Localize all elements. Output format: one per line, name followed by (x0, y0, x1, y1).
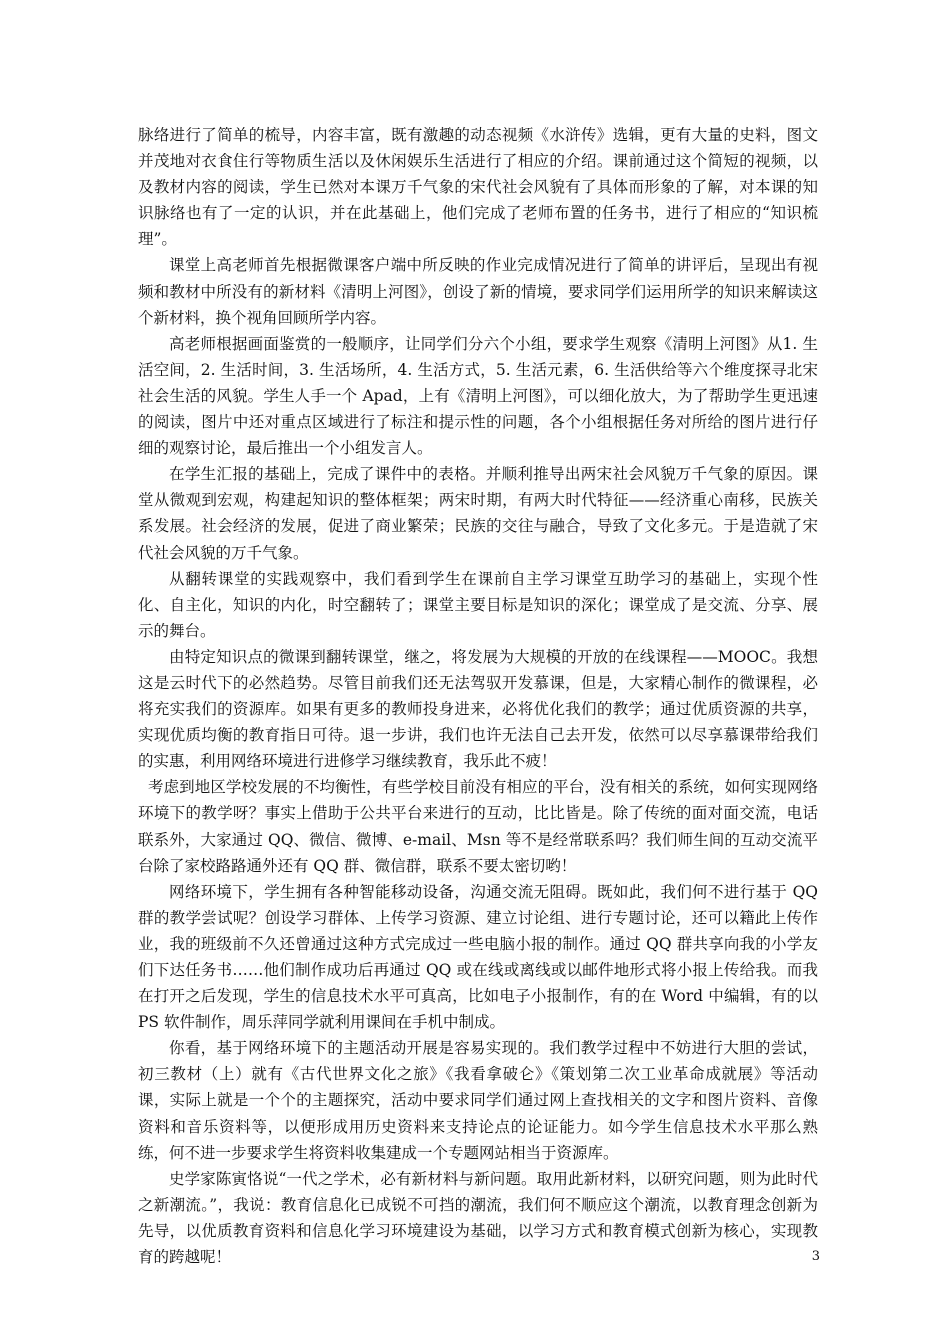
paragraph-1: 脉络进行了简单的梳导，内容丰富，既有激趣的动态视频《水浒传》选辑，更有大量的史料，图文并茂地对衣食住行等物质生活以及休闲娱乐生活进行了相应的介绍。课前通过这个简短的视频，以及教材内容的阅读，学生已然对本课万千气象的宋代社会风貌有了具体而形象的了解，对本课的知识脉络也有了一定的认识，并在此基础上，他们完成了老师布置的任务书，进行了相应的“知识梳理”。 (138, 126, 818, 249)
paragraph-8: 网络环境下，学生拥有各种智能移动设备，沟通交流无阻碍。既如此，我们何不进行基于 QQ 群的教学尝试呢？创设学习群体、上传学习资源、建立讨论组、进行专题讨论，还可以籍此上传作业，我的班级前不久还曾通过这种方式完成过一些电脑小报的制作。通过 QQ 群共享向我的小学友们下达任务书……他们制作成功后再通过 QQ 或在线或离线或以邮件地形式将小报上传给我。而我在打开之后发现，学生的信息技术水平可真高，比如电子小报制作，有的在 Word 中编辑，有的以 PS 软件制作，周乐萍同学就利用课间在手机中制成。 (138, 882, 818, 1032)
paragraph-2: 课堂上高老师首先根据微课客户端中所反映的作业完成情况进行了简单的讲评后，呈现出有视频和教材中所没有的新材料《清明上河图》，创设了新的情境，要求同学们运用所学的知识来解读这个新材料，换个视角回顾所学内容。 (138, 256, 818, 327)
body-text (138, 122, 818, 1270)
paragraph-6: 由特定知识点的微课到翻转课堂，继之，将发展为大规模的开放的在线课程——MOOC。我想这是云时代下的必然趋势。尽管目前我们还无法驾驭开发慕课，但是，大家精心制作的微课程，必将充实我们的资源库。如果有更多的教师投身进来，必将优化我们的教学；通过优质资源的共享，实现优质均衡的教育指日可待。退一步讲，我们也许无法自己去开发，依然可以尽享慕课带给我们的实惠，利用网络环境进行进修学习继续教育，我乐此不疲！ (138, 647, 818, 771)
paragraph-9: 你看，基于网络环境下的主题活动开展是容易实现的。我们教学过程中不妨进行大胆的尝试，初三教材（上）就有《古代世界文化之旅》《我看拿破仑》《策划第二次工业革命成就展》等活动课，实际上就是一个个的主题探究，活动中要求同学们通过网上查找相关的文字和图片资料、音像资料和音乐资料等，以便形成用历史资料来支持论点的论证能力。如今学生信息技术水平那么熟练，何不进一步要求学生将资料收集建成一个专题网站相当于资源库。 (138, 1039, 818, 1162)
paragraph-3: 高老师根据画面鉴赏的一般顺序，让同学们分六个小组，要求学生观察《清明上河图》从1. 生活空间，2. 生活时间，3. 生活场所，4. 生活方式，5. 生活元素，6. 生活供给等六个维度探寻北宋社会生活的风貌。学生人手一个 Apad，上有《清明上河图》，可以细化放大，为了帮助学生更迅速的阅读，图片中还对重点区域进行了标注和提示性的问题，各个小组根据任务对所给的图片进行仔细的观察讨论，最后推出一个小组发言人。 (138, 334, 818, 458)
paragraph-10: 史学家陈寅恪说“一代之学术，必有新材料与新问题。取用此新材料，以研究问题，则为此时代之新潮流。”，我说：教育信息化已成锐不可挡的潮流，我们何不顺应这个潮流，以教育理念创新为先导，以优质教育资料和信息化学习环境建设为基础，以学习方式和教育模式创新为核心，实现教育的跨越呢！ (138, 1169, 818, 1267)
paragraph-4: 在学生汇报的基础上，完成了课件中的表格。并顺利推导出两宋社会风貌万千气象的原因。课堂从微观到宏观，构建起知识的整体框架；两宋时期，有两大时代特征——经济重心南移，民族关系发展。社会经济的发展，促进了商业繁荣；民族的交往与融合，导致了文化多元。于是造就了宋代社会风貌的万千气象。 (138, 465, 818, 562)
paragraph-7: 考虑到地区学校发展的不均衡性，有些学校目前没有相应的平台，没有相关的系统，如何实现网络环境下的教学呀？事实上借助于公共平台来进行的互动，比比皆是。除了传统的面对面交流，电话联系外，大家通过 QQ、微信、微博、e-mail、Msn 等不是经常联系吗？我们师生间的互动交流平台除了家校路路通外还有 QQ 群、微信群，联系不要太密切哟！ (138, 778, 818, 875)
paragraph-5: 从翻转课堂的实践观察中，我们看到学生在课前自主学习课堂互助学习的基础上，实现个性化、自主化，知识的内化，时空翻转了；课堂主要目标是知识的深化；课堂成了是交流、分享、展示的舞台。 (138, 569, 818, 640)
page-number: 3 (811, 1249, 820, 1264)
